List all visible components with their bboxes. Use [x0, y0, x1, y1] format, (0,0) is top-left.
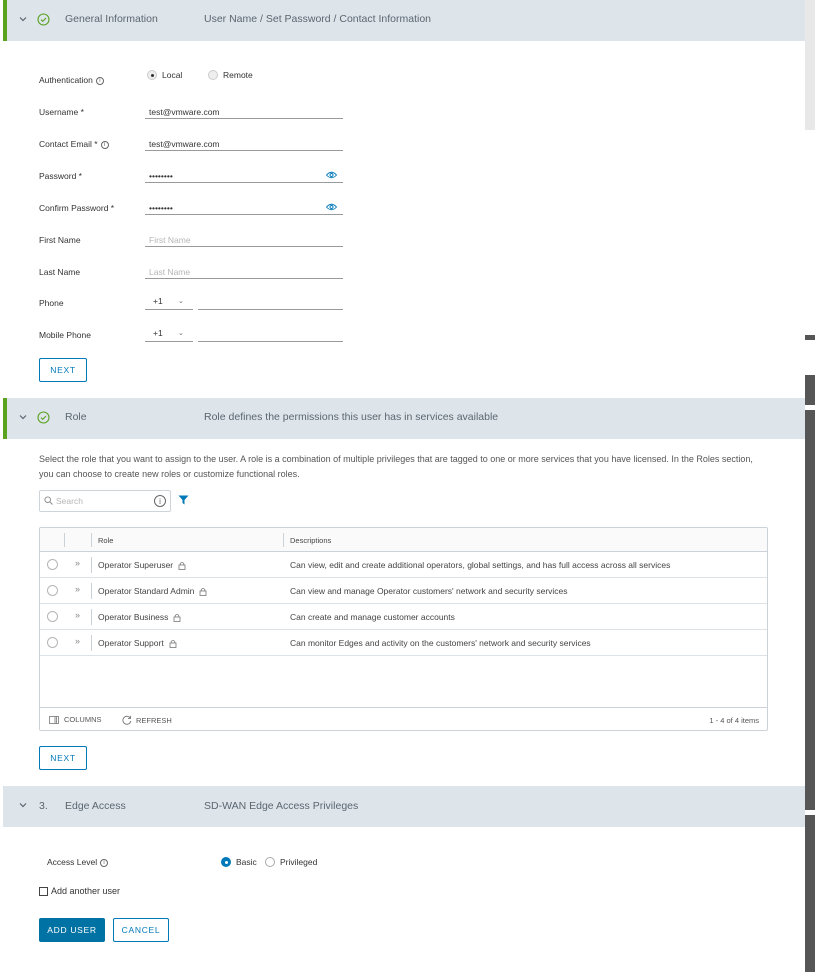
mobile-number-field[interactable]: [198, 328, 343, 342]
chevron-down-icon: ⌄: [178, 330, 184, 337]
role-name: Operator Business: [98, 612, 169, 622]
role-search-input[interactable]: Search i: [39, 490, 171, 512]
lock-icon: [178, 561, 186, 570]
eye-icon[interactable]: [326, 203, 337, 211]
username-field[interactable]: test@vmware.com: [145, 105, 343, 119]
expand-icon[interactable]: »: [75, 610, 81, 620]
add-user-button[interactable]: ADD USER: [39, 918, 105, 942]
search-icon: [44, 496, 53, 505]
role-description: Can view, edit and create additional operators, global settings, and has full access across all services: [290, 560, 671, 570]
cancel-button[interactable]: CANCEL: [113, 918, 169, 942]
password-label: Password *: [39, 171, 82, 181]
phone-label: Phone: [39, 298, 64, 308]
scrollbar[interactable]: [805, 0, 815, 972]
lock-icon: [173, 613, 181, 622]
general-next-button[interactable]: NEXT: [39, 358, 87, 382]
role-name: Operator Standard Admin: [98, 586, 195, 596]
add-another-user-checkbox[interactable]: Add another user: [39, 886, 120, 896]
step-description: SD-WAN Edge Access Privileges: [204, 800, 359, 812]
step-edge-access-header[interactable]: [3, 786, 805, 827]
auth-local-radio[interactable]: Local: [147, 70, 182, 80]
first-name-field[interactable]: First Name: [145, 233, 343, 247]
step-role-header[interactable]: [3, 398, 805, 439]
row-select-radio[interactable]: [47, 611, 58, 622]
eye-icon[interactable]: [326, 171, 337, 179]
filter-icon[interactable]: [178, 495, 189, 505]
step-number: 3.: [39, 800, 48, 812]
authentication-label: Authentication i: [39, 75, 104, 85]
columns-button[interactable]: COLUMNS: [49, 715, 102, 724]
expand-icon[interactable]: »: [75, 584, 81, 594]
info-icon[interactable]: i: [101, 141, 109, 149]
refresh-button[interactable]: REFRESH: [122, 715, 172, 725]
password-field[interactable]: ••••••••: [145, 169, 343, 183]
chevron-down-icon: ⌄: [178, 298, 184, 305]
email-field[interactable]: test@vmware.com: [145, 137, 343, 151]
phone-country-code-select[interactable]: +1 ⌄: [145, 296, 193, 310]
info-icon[interactable]: i: [96, 77, 104, 85]
row-select-radio[interactable]: [47, 559, 58, 570]
first-name-label: First Name: [39, 235, 81, 245]
column-header-descriptions[interactable]: Descriptions: [290, 536, 332, 545]
lock-icon: [169, 639, 177, 648]
mobile-country-code-select[interactable]: +1 ⌄: [145, 328, 193, 342]
step-title: General Information: [65, 13, 158, 25]
role-description: Can create and manage customer accounts: [290, 612, 455, 622]
expand-icon[interactable]: »: [75, 558, 81, 568]
table-row[interactable]: [40, 552, 767, 578]
mobile-phone-label: Mobile Phone: [39, 330, 91, 340]
phone-number-field[interactable]: [198, 296, 343, 310]
check-circle-icon: [37, 13, 50, 26]
role-intro-text: Select the role that you want to assign to the user. A role is a combination of multiple privileges that are tagged to one or more services that you have licensed. In the Roles section, you can choose to create new roles or customize functional roles.: [39, 454, 753, 479]
role-description: Can monitor Edges and activity on the customers' network and security services: [290, 638, 591, 648]
expand-icon[interactable]: »: [75, 636, 81, 646]
check-circle-icon: [37, 411, 50, 424]
last-name-label: Last Name: [39, 267, 81, 277]
chevron-down-icon[interactable]: [17, 13, 29, 25]
username-label: Username *: [39, 107, 84, 117]
step-title: Role: [65, 411, 87, 423]
grid-header: [40, 528, 767, 552]
confirm-password-field[interactable]: ••••••••: [145, 201, 343, 215]
table-row[interactable]: [40, 630, 767, 656]
refresh-icon: [122, 715, 132, 725]
table-row[interactable]: [40, 578, 767, 604]
access-privileged-radio[interactable]: Privileged: [265, 857, 317, 867]
table-row[interactable]: [40, 604, 767, 630]
chevron-down-icon[interactable]: [17, 799, 29, 811]
columns-icon: [49, 716, 59, 724]
column-header-role[interactable]: Role: [98, 536, 114, 545]
access-basic-radio[interactable]: Basic: [221, 857, 257, 867]
step-title: Edge Access: [65, 800, 126, 812]
confirm-password-label: Confirm Password *: [39, 203, 115, 213]
row-select-radio[interactable]: [47, 637, 58, 648]
email-label: Contact Email * i: [39, 139, 109, 149]
role-name: Operator Support: [98, 638, 164, 648]
role-name: Operator Superuser: [98, 560, 174, 570]
role-description: Can view and manage Operator customers' network and security services: [290, 586, 568, 596]
pagination-count: 1 - 4 of 4 items: [709, 716, 759, 725]
grid-footer: [40, 707, 767, 731]
role-next-button[interactable]: NEXT: [39, 746, 87, 770]
row-select-radio[interactable]: [47, 585, 58, 596]
info-icon[interactable]: i: [154, 495, 166, 507]
auth-remote-radio[interactable]: Remote: [208, 70, 253, 80]
step-description: Role defines the permissions this user has in services available: [204, 411, 499, 423]
info-icon[interactable]: i: [100, 859, 108, 867]
step-description: User Name / Set Password / Contact Information: [204, 13, 432, 25]
last-name-field[interactable]: Last Name: [145, 265, 343, 279]
chevron-down-icon[interactable]: [17, 411, 29, 423]
access-level-label: Access Level i: [47, 857, 108, 867]
step-general-header[interactable]: [3, 0, 805, 41]
lock-icon: [199, 587, 207, 596]
roles-datagrid: [39, 527, 768, 731]
